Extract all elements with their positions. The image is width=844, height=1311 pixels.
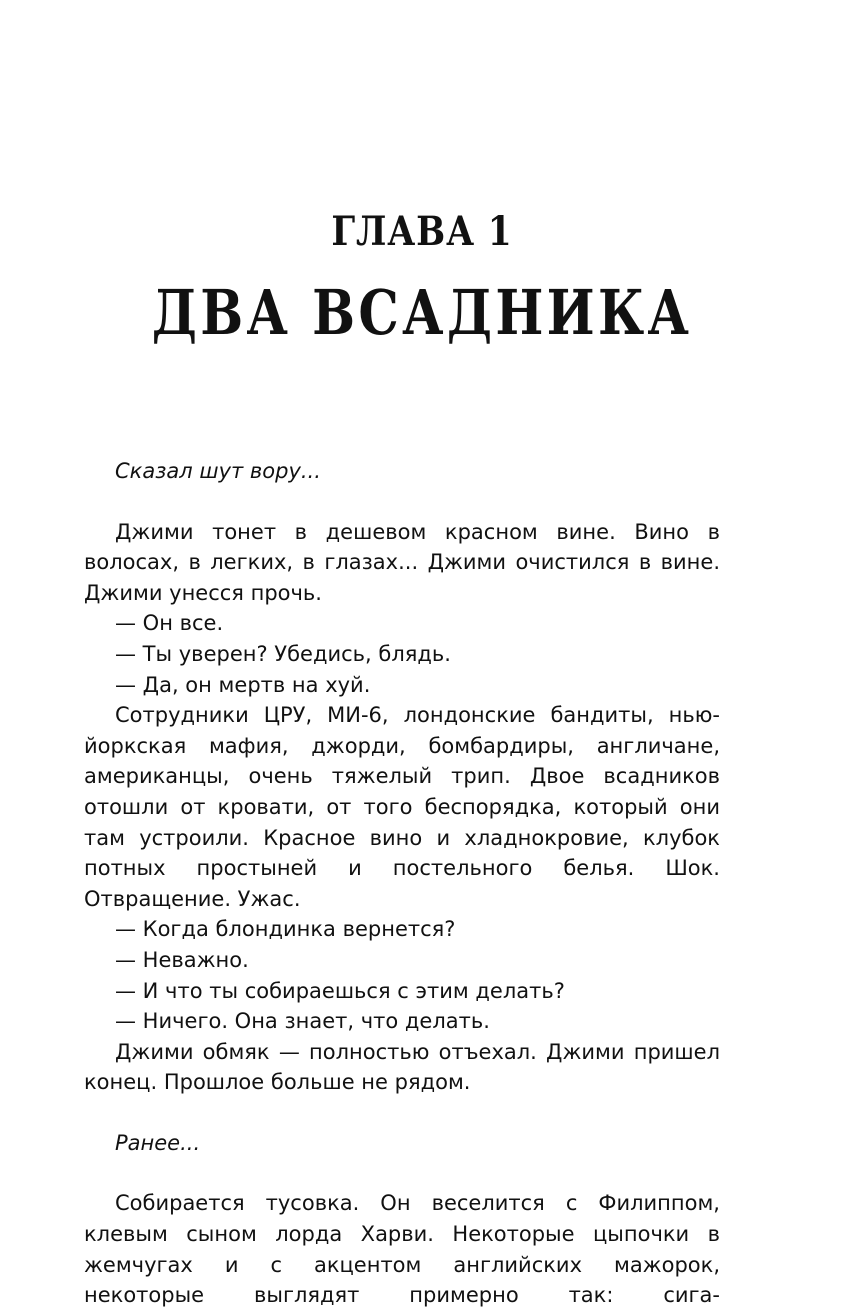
dialogue-line: — Ты уверен? Убедись, блядь. (115, 641, 451, 666)
paragraph: Джими тонет в дешевом красном вине. Вино в волосах, в легких, в глазах... Джими очистился в вине. Джими унесся прочь. (84, 519, 720, 605)
dialogue-line: — Неважно. (115, 947, 249, 972)
dialogue-line: — И что ты собираешься с этим делать? (115, 978, 565, 1003)
dialogue-line: — Ничего. Она знает, что делать. (115, 1009, 490, 1034)
dialogue-line: — Когда блондинка вернется? (115, 917, 456, 942)
body-text (84, 456, 720, 1311)
chapter-number: ГЛАВА 1 (331, 208, 513, 255)
paragraph: Джими обмяк — полностью отъехал. Джими пришел конец. Прошлое больше не рядом. (84, 1039, 720, 1095)
chapter-title: ДВА ВСАДНИКА (151, 276, 693, 349)
paragraph: Сотрудники ЦРУ, МИ-6, лондонские бандиты, нью-йоркская мафия, джорди, бомбардиры, англичане, американцы, очень тяжелый трип. Двое всадников отошли от кровати, от того беспорядка, который они там устроили. Красное вино и хладнокровие, клубок потных простыней и постельного белья. Шок. Отвращение. Ужас. (84, 703, 720, 911)
dialogue-line: — Да, он мертв на хуй. (115, 672, 371, 697)
dialogue-line: — Он все. (115, 611, 224, 636)
epigraph: Сказал шут вору... (115, 459, 321, 483)
paragraph: Собирается тусовка. Он веселится с Филиппом, клевым сыном лорда Харви. Некоторые цыпочки в жемчугах и с акцентом английских мажорок, некоторые выглядят примерно так: сига- (84, 1191, 720, 1308)
section-marker: Ранее... (115, 1130, 201, 1155)
